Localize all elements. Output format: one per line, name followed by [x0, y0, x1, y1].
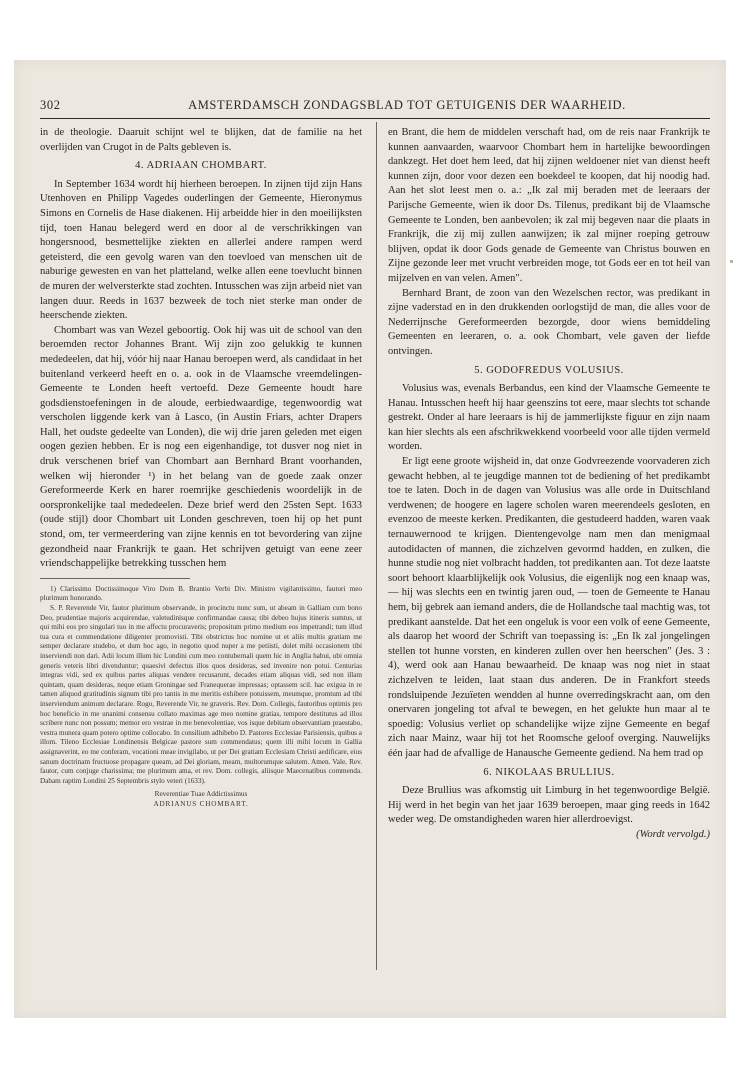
right-column: [388, 126, 710, 843]
paragraph: In September 1634 wordt hij hierheen beroepen. In zijnen tijd zijn Hans Utenhoven en Philipp Vagedes ouderlingen der Gemeente, Hieronymus Simons en Cornelis de Hase diakenen. Hij arbeidde hier in den moeilijksten tijd, toen Hanau belegerd werd en door al de verschrikkingen van hongersnood, besmettelijke ziekten en allerlei andere rampen werd geteisterd, die een gevolg waren van den toevloed van menschen uit de naburige gewesten en van het platteland, welke allen eene toevlucht binnen de muren der welversterkte stad zochten. Intusschen was zijn arbeid niet van langen duur. Reeds in 1637 bezweek de toch niet sterke man onder de heerschende ziekten.: [40, 178, 362, 322]
column-divider: [376, 122, 377, 970]
footnote-letter: S. P. Reverende Vir, fautor plurimum observande, in procinctu nunc sum, ut abeam in Galliam cum bono Deo, prudentiae majoris acquirendae, valetudinisque confirmandae causa; tibi debeo hujus itineris sumtus, ut qui mihi eos pro singulari tuo in me affectu procuraveris; propositum primo medium eos impetrandi; tum illud tua cura et commendatione diligenter promovisti. Tibi obstrictus hoc nomine ut et aliis multis gratiam me semper declarare studebo, et dum hoc ago, in negotio quod nuper a me petiisti, dolet mihi occasionem tibi inserviendi non dari. Adii locum illum hic Londini cum meo contubernali quem hic in Anglia habui, ubi omnia generis veteris libri divenduntur; quaesivi defectus illos quos desideras, sed invenire non potui. Centurias integras vidi, sed ex quibus partes aliquas vendere recusarunt, decades etiam aliquas vidi, sed non illam quintam, quam desideras, neque etiam Groningae sed Franequerae impressas; optassem scil. hac exigua in re tamen aliquod gratitudinis signum tibi pro tantis in me meritis exhibere potuissem, meumque, promtum ad tibi inserviendum animum declarare. Rogo, Reverende Vir, ne graveris. Rev. Dom. Collegis, fautoribus optimis pro hoc beneficio in me unanimi consensu collato maximas age meo nomine gratias, tempore destitutus ad illos scribere nunc non possum; memor ero vestrae in me benevolentiae, vos isque debitam observantiam praestabo, vestra munera quam potero optime collocabo. In consilium adhibebo D. Pastores Ecclesiae Parisiensis, quibus a illom. Tileno Ecclesiae Londinensis Belgicae pastore sum commendatus; quem illi mihi locum in Gallia assignaverint, eo me conferam, vocationi meae invigilabo, ut per Dei gratiam Ecclesiam Christi aedificare, eius sanum doctrinam fructuose propagare queam, ad Dei gloriam, meam, multorumque salutem. Amen. Vale, Rev. fautor, cum conjuge charissima; me plurimum ama, et rev. Dom. collegis, aliisque Maecenatibus commenda. Dabam raptim Londini 25 Septembris stylo veteri (1633).: [40, 604, 362, 785]
continued-note: (Wordt vervolgd.): [636, 828, 710, 840]
paragraph: Er ligt eene groote wijsheid in, dat onze Godvreezende voorvaderen zich gewacht hebben, al te jeugdige mannen tot de bediening of het predikambt toe te laten. Doch in de dagen van Volusius was alle orde in Duitschland verdwenen; de hoogere en lagere scholen waren meerendeels gesloten, en evenzoo de meeste kerken. Predikanten, die gestudeerd hadden, waren vaak ternauwernood te krijgen. Dientengevolge nam men dan menigmaal autodidacten of mannen, die zichzelven gevormd hadden, en zulken, die hunne studie nog niet volbracht hadden, tot predikanten aan. Tot deze laatste soort behoort klaarblijkelijk ook Volusius, die eigenlijk nog een knaap was, — hij was slechts een en twintig jaren oud, — toen de Gemeente te Hanau hem, bij gebrek aan iemand anders, die de Hollandsche taal machtig was, tot predikant aanstelde. Dat het een ongeluk is voor een volk of eene Gemeente, als daarop het woord der Schrift van toepassing is: „En Ik zal jongelingen stellen tot hunne vorsten, en kinderen zullen over hen heerschen" (Jes. 3 : 4), werd ook aan Hanau bewaarheid. De knaap was nog niet in staat zichzelven te leiden, laat staan dus anderen. De in Frankfort steeds rondsluipende Jezuïeten wendden al hunne overredingskracht aan, om den onervaren jongeling tot afval te bewegen, en het gelukte hun maar al te spoedig: Volusius verliet op schandelijke wijze zijne Gemeente en begaf zich naar Mainz, waar hij tot het Roomsche geloof overging. Nauwelijks één jaar had de afvallige de Hanausche Gemeente gediend. Na hem trad op: [388, 456, 710, 759]
paragraph: [388, 784, 710, 840]
page-header: [40, 96, 710, 116]
footnote: [40, 585, 362, 786]
footnote-rule: [40, 578, 190, 579]
section-heading-volusius: 5. GODOFREDUS VOLUSIUS.: [474, 364, 624, 376]
paragraph: en Brant, die hem de middelen verschaft had, om de reis naar Frankrijk te kunnen aanvaarden, waarvoor Chombart hem in hartelijke bewoordingen dankzegt. Het doet hem leed, dat hij zijnen weldoener niet van dienst heeft kunnen zijn, door voor dezen een boekdeel te koopen, dat hij noodig had. Aan het slot leest men o. a.: „Ik zal mij beraden met de leeraars der Parijsche Gemeente, wien ik door Ds. Tilenus, predikant bij de Vlaamsche Gemeente te Londen, ben aanbevolen; ik zal mij begeven naar die plaats in Frankrijk, die zij mij zullen aanwijzen; ik zal mijner roeping getrouw blijven, opdat ik door Gods genade de Gemeente van Christus bouwen en Zijne gezonde leer met vrucht verbreiden moge, tot Gods eer en tot heil van mijzelven en van velen. Amen".: [388, 127, 710, 284]
running-title: AMSTERDAMSCH ZONDAGSBLAD TOT GETUIGENIS DER WAARHEID.: [188, 98, 626, 112]
closing-signature: ADRIANUS CHOMBART.: [153, 799, 249, 808]
page-number: 302: [40, 98, 61, 112]
scan-mark: [730, 260, 733, 263]
paragraph: Volusius was, evenals Berbandus, een kind der Vlaamsche Gemeente te Hanau. Intusschen heeft hij haar geenszins tot eere, maar slechts tot schande gestrekt. Onder al hare leeraars is hij de jammerlijkste figuur en zijn naam kan hier slechts als een afschrikwekkend voorbeeld voor alle tijden vermeld worden.: [388, 383, 710, 453]
paragraph: Bernhard Brant, de zoon van den Wezelschen rector, was predikant in zijne vaderstad en in den drukkenden oorlogstijd de man, die alles voor de Nederrijnsche Gereformeerden bezorgde, door wiens bemiddeling Gemeenten en leeraren, o. a. ook Chombart, vele gaven der liefde ontvingen.: [388, 287, 710, 357]
header-rule: [40, 118, 710, 119]
letter-closing: [40, 790, 362, 809]
left-column: [40, 126, 362, 809]
page-sheet: [14, 60, 726, 1018]
paragraph-text: Deze Brullius was afkomstig uit Limburg in het tegenwoordige België. Hij werd in het begin van het jaar 1639 beroepen, maar ging reeds in 1642 weder weg. De omstandigheden waren hier allerdroevigst.: [388, 785, 710, 826]
section-heading-brullius: 6. NIKOLAAS BRULLIUS.: [483, 766, 615, 778]
paragraph: Chombart was van Wezel geboortig. Ook hij was uit de school van den beroemden rector Johannes Brant. Wij zijn zoo gelukkig te kunnen mededeelen, dat hij, vóór hij naar Hanau beroepen werd, als candidaat in het buitenland verkeerd heeft en o. a. ook in de Vlaamsche vreemdelingen-Gemeente te Londen heeft vertoefd. Deze Gemeente houdt hare godsdienstoefeningen in de aloude, eerbiedwaardige, tegenwoordig wat verscholen liggende kerk van à Lasco, (in Austin Friars, achter Drapers Hall, het oudste gedeelte van Londen), die wij drie jaren geleden met eigen oogen gezien hebben. Er is nog een eigenhandige, tot dusver nog niet in druk verschenen brief van Chombart aan Bernhard Brant voorhanden, welken wij hieronder ¹) in het belang van de goede zaak onzer Gereformeerde Kerk en harer roemrijke geschiedenis woordelijk in de oorspronkelijke taal mededeelen. Deze brief werd den 25sten Sept. 1633 (oude stijl) door Chombart uit Londen geschreven, toen hij op het punt stond, om, ter vermeerdering van zijne kennis en tot bevordering van zijne gezondheid naar Frankrijk te gaan. Het schrijven getuigt van eene zeer vriendschappelijke betrekking tusschen hem: [40, 324, 362, 570]
intro-paragraph: in de theologie. Daaruit schijnt wel te blijken, dat de familie na het overlijden van Crugot in de Palts gebleven is.: [40, 127, 362, 153]
closing-line: Reverentiae Tuae Addictissimus: [154, 790, 248, 799]
footnote-address: 1) Clarissimo Doctissimoque Viro Dom B. Brantio Verbi Div. Ministro vigilantissimo, fautori meo plurimum honorando.: [40, 584, 362, 603]
section-heading-chombart: 4. ADRIAAN CHOMBART.: [135, 160, 267, 172]
